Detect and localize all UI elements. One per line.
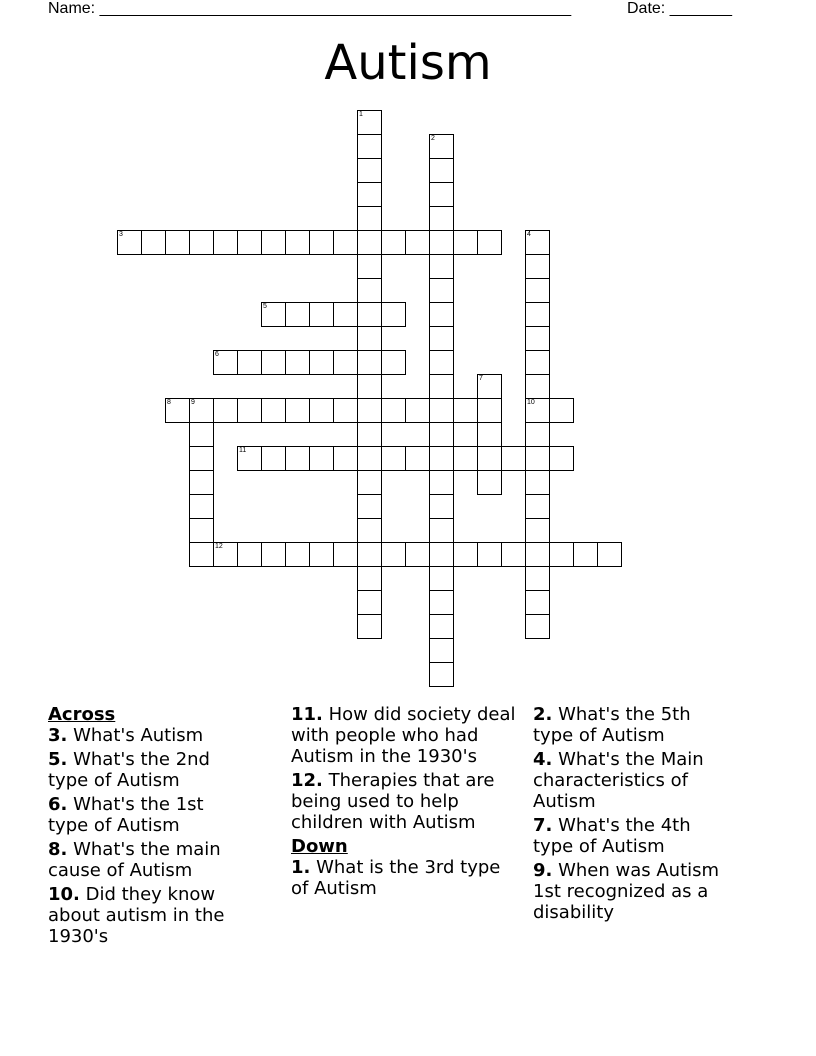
crossword-cell[interactable] [429,206,454,231]
crossword-cell[interactable] [285,350,310,375]
crossword-cell[interactable] [477,470,502,495]
crossword-cell[interactable] [501,446,526,471]
crossword-cell[interactable] [525,494,550,519]
clue-number: 7 [479,375,483,382]
crossword-cell[interactable] [477,446,502,471]
crossword-cell[interactable] [237,446,262,471]
crossword-cell[interactable] [309,446,334,471]
crossword-cell[interactable] [189,422,214,447]
crossword-cell[interactable] [237,398,262,423]
crossword-cell[interactable] [573,542,598,567]
down-heading: Down [291,836,348,857]
crossword-cell[interactable] [165,230,190,255]
crossword-cell[interactable] [381,542,406,567]
crossword-cell[interactable] [525,350,550,375]
crossword-cell[interactable] [429,566,454,591]
crossword-cell[interactable] [285,230,310,255]
crossword-cell[interactable] [261,542,286,567]
crossword-cell[interactable] [309,302,334,327]
crossword-cell[interactable] [333,542,358,567]
clue-item-text: What's the 5th type of Autism [533,704,691,746]
crossword-cell[interactable] [357,158,382,183]
crossword-cell[interactable] [453,542,478,567]
crossword-cell[interactable] [429,278,454,303]
clue-item-number: 11. [291,704,323,725]
crossword-cell[interactable] [405,230,430,255]
clue-item-text: What's the 1st type of Autism [48,794,204,836]
clues-column-1 [48,704,248,950]
clues-column-2 [291,704,521,902]
crossword-cell[interactable] [189,446,214,471]
name-field[interactable]: Name: _____________________________________________________ [48,0,572,17]
crossword-cell[interactable] [453,446,478,471]
crossword-cell[interactable] [189,470,214,495]
clues-column-3 [533,704,733,926]
crossword-cell[interactable] [357,182,382,207]
clue-item [48,884,248,947]
crossword-cell[interactable] [429,398,454,423]
crossword-cell[interactable] [357,422,382,447]
crossword-cell[interactable] [477,542,502,567]
crossword-cell[interactable] [525,326,550,351]
clue-number: 9 [191,399,195,406]
clue-item-text: What is the 3rd type of Autism [291,857,501,899]
clue-item [533,749,733,812]
crossword-cell[interactable] [309,350,334,375]
clue-item [291,770,521,833]
clue-number: 6 [215,351,219,358]
crossword-cell[interactable] [429,182,454,207]
crossword-cell[interactable] [357,470,382,495]
crossword-cell[interactable] [405,446,430,471]
crossword-cell[interactable] [405,542,430,567]
crossword-cell[interactable] [525,374,550,399]
crossword-cell[interactable] [357,542,382,567]
page-title: Autism [324,35,492,91]
crossword-cell[interactable] [333,446,358,471]
crossword-cell[interactable] [357,326,382,351]
clue-item-number: 8. [48,839,68,860]
clue-number: 11 [239,447,247,454]
crossword-cell[interactable] [429,446,454,471]
crossword-cell[interactable] [189,398,214,423]
crossword-cell[interactable] [333,230,358,255]
crossword-cell[interactable] [261,398,286,423]
clue-item [48,839,248,881]
crossword-cell[interactable] [429,302,454,327]
crossword-cell[interactable] [261,350,286,375]
crossword-cell[interactable] [429,614,454,639]
crossword-cell[interactable] [357,350,382,375]
crossword-cell[interactable] [429,470,454,495]
down-clue-list [291,857,521,899]
clue-item-text: Therapies that are being used to help children with Autism [291,770,495,833]
crossword-cell[interactable] [429,254,454,279]
crossword-cell[interactable] [261,302,286,327]
crossword-cell[interactable] [285,446,310,471]
clue-number: 3 [119,231,123,238]
clue-item-text: Did they know about autism in the 1930's [48,884,225,947]
crossword-cell[interactable] [213,398,238,423]
crossword-cell[interactable] [597,542,622,567]
crossword-cell[interactable] [525,542,550,567]
crossword-cell[interactable] [333,302,358,327]
crossword-cell[interactable] [405,398,430,423]
crossword-cell[interactable] [429,422,454,447]
clue-item-number: 9. [533,860,553,881]
crossword-cell[interactable] [381,350,406,375]
crossword-cell[interactable] [429,134,454,159]
crossword-cell[interactable] [357,278,382,303]
across-clue-list-continued [291,704,521,833]
crossword-cell[interactable] [357,590,382,615]
crossword-cell[interactable] [357,206,382,231]
crossword-cell[interactable] [357,566,382,591]
clue-item [291,704,521,767]
crossword-cell[interactable] [309,398,334,423]
crossword-cell[interactable] [357,254,382,279]
clue-item-text: What's the main cause of Autism [48,839,221,881]
clue-item-text: What's the 2nd type of Autism [48,749,210,791]
crossword-cell[interactable] [525,614,550,639]
crossword-cell[interactable] [381,446,406,471]
crossword-cell[interactable] [357,302,382,327]
crossword-cell[interactable] [477,374,502,399]
across-heading: Across [48,704,116,725]
clue-item-text: What's the 4th type of Autism [533,815,691,857]
clue-item-number: 10. [48,884,80,905]
crossword-cell[interactable] [429,326,454,351]
clue-item-number: 7. [533,815,553,836]
clue-item [533,860,733,923]
clue-item [48,794,248,836]
crossword-cell[interactable] [501,542,526,567]
clue-item-text: When was Autism 1st recognized as a disability [533,860,720,923]
clue-item [48,749,248,791]
crossword-cell[interactable] [381,398,406,423]
crossword-cell[interactable] [477,230,502,255]
crossword-cell[interactable] [309,230,334,255]
clue-item [533,815,733,857]
crossword-cell[interactable] [429,518,454,543]
crossword-cell[interactable] [261,446,286,471]
crossword-cell[interactable] [357,110,382,135]
across-clue-list [48,725,248,947]
clue-item-number: 6. [48,794,68,815]
crossword-cell[interactable] [165,398,190,423]
clue-number: 1 [359,111,363,118]
crossword-cell[interactable] [357,134,382,159]
crossword-cell[interactable] [525,398,550,423]
crossword-cell[interactable] [453,230,478,255]
crossword-cell[interactable] [429,638,454,663]
crossword-cell[interactable] [333,398,358,423]
crossword-cell[interactable] [549,542,574,567]
clue-number: 5 [263,303,267,310]
crossword-cell[interactable] [357,614,382,639]
crossword-cell[interactable] [189,518,214,543]
date-field[interactable]: Date: _______ [627,0,732,17]
crossword-cell[interactable] [525,518,550,543]
crossword-cell[interactable] [189,494,214,519]
crossword-cell[interactable] [525,422,550,447]
crossword-cell[interactable] [525,566,550,591]
crossword-cell[interactable] [429,350,454,375]
crossword-cell[interactable] [477,422,502,447]
crossword-cell[interactable] [525,470,550,495]
crossword-cell[interactable] [189,230,214,255]
crossword-cell[interactable] [189,542,214,567]
clue-item-text: What's Autism [67,725,204,746]
crossword-cell[interactable] [117,230,142,255]
crossword-cell[interactable] [429,374,454,399]
crossword-cell[interactable] [525,590,550,615]
crossword-cell[interactable] [381,302,406,327]
crossword-cell[interactable] [213,542,238,567]
clue-item-number: 3. [48,725,68,746]
crossword-cell[interactable] [549,398,574,423]
crossword-cell[interactable] [357,446,382,471]
crossword-cell[interactable] [213,230,238,255]
crossword-cell[interactable] [285,302,310,327]
crossword-cell[interactable] [285,542,310,567]
clue-number: 4 [527,231,531,238]
clue-item-number: 12. [291,770,323,791]
crossword-cell[interactable] [357,374,382,399]
down-clue-list-continued [533,704,733,923]
clue-item-text: What's the Main characteristics of Autism [533,749,704,812]
crossword-cell[interactable] [357,398,382,423]
crossword-cell[interactable] [213,350,238,375]
clue-item-number: 1. [291,857,311,878]
crossword-cell[interactable] [429,230,454,255]
clue-number: 12 [215,543,223,550]
crossword-cell[interactable] [429,662,454,687]
crossword-cell[interactable] [237,230,262,255]
clue-item [533,704,733,746]
clue-number: 2 [431,135,435,142]
crossword-cell[interactable] [285,398,310,423]
crossword-cell[interactable] [141,230,166,255]
clue-item-text: How did society deal with people who had Autism in the 1930's [291,704,516,767]
clue-item [48,725,248,746]
crossword-cell[interactable] [525,302,550,327]
crossword-cell[interactable] [453,398,478,423]
crossword-cell[interactable] [237,542,262,567]
crossword-cell[interactable] [309,542,334,567]
clue-item-number: 2. [533,704,553,725]
crossword-cell[interactable] [333,350,358,375]
crossword-cell[interactable] [381,230,406,255]
crossword-cell[interactable] [237,350,262,375]
clue-item-number: 5. [48,749,68,770]
crossword-cell[interactable] [261,230,286,255]
clue-item-number: 4. [533,749,553,770]
crossword-cell[interactable] [525,230,550,255]
clue-number: 8 [167,399,171,406]
crossword-cell[interactable] [429,494,454,519]
crossword-cell[interactable] [477,398,502,423]
clue-item [291,857,521,899]
crossword-cell[interactable] [357,518,382,543]
crossword-cell[interactable] [357,230,382,255]
crossword-cell[interactable] [525,278,550,303]
crossword-cell[interactable] [525,254,550,279]
crossword-cell[interactable] [357,494,382,519]
crossword-cell[interactable] [429,542,454,567]
clue-number: 10 [527,399,535,406]
crossword-cell[interactable] [525,446,550,471]
crossword-cell[interactable] [429,590,454,615]
crossword-cell[interactable] [429,158,454,183]
crossword-cell[interactable] [549,446,574,471]
